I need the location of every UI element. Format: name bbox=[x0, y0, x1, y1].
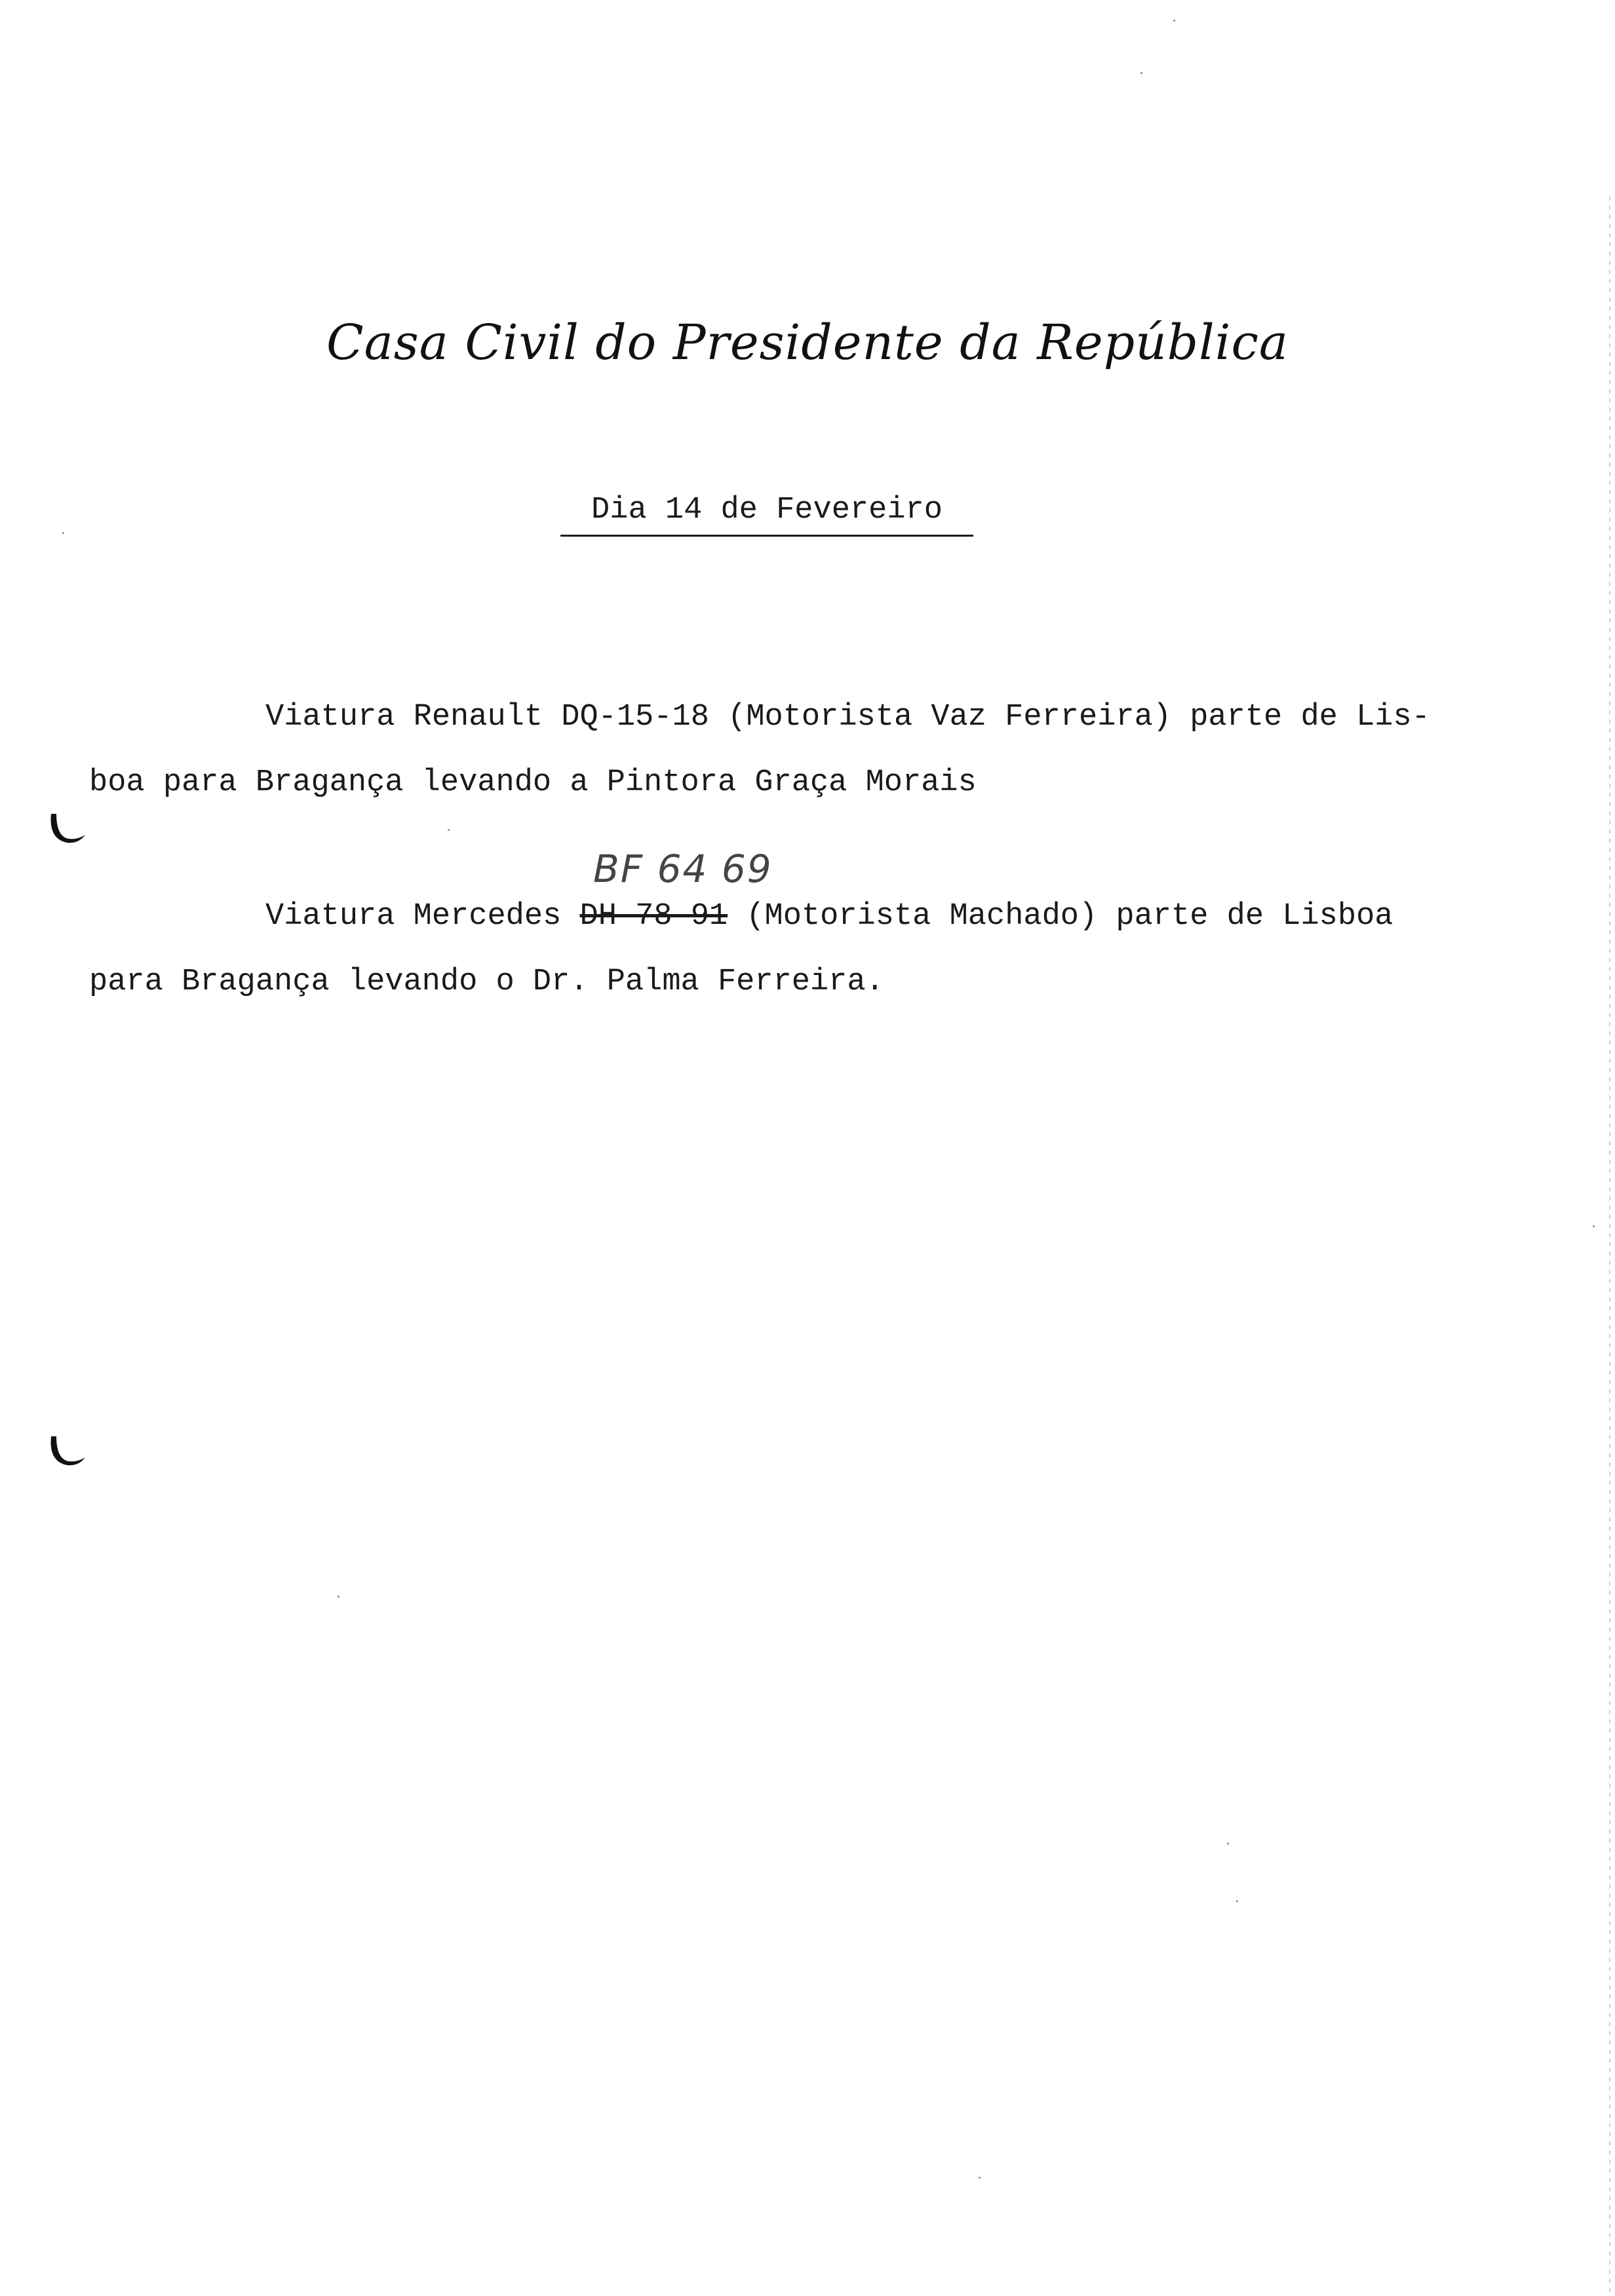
scan-edge bbox=[1609, 197, 1610, 2293]
date-heading: Dia 14 de Fevereiro bbox=[591, 493, 943, 527]
scan-speck bbox=[338, 1596, 340, 1598]
punch-hole-icon bbox=[45, 1427, 92, 1474]
heading-underline bbox=[560, 535, 973, 537]
scan-speck bbox=[1236, 1900, 1238, 1902]
scan-speck bbox=[1140, 72, 1142, 74]
paragraph-2-line-1 bbox=[265, 899, 1393, 934]
scan-speck bbox=[1593, 1225, 1595, 1227]
paragraph-2-line-2: para Bragança levando o Dr. Palma Ferreira. bbox=[89, 965, 884, 999]
paragraph-1-line-2: boa para Bragança levando a Pintora Graça Morais bbox=[89, 765, 977, 800]
paragraph-2-line-1-start: Viatura Mercedes bbox=[265, 899, 580, 934]
punch-hole-icon bbox=[45, 805, 92, 852]
struck-plate-number: DH-78-91 bbox=[579, 899, 728, 934]
scan-speck bbox=[448, 829, 450, 831]
scan-speck bbox=[62, 532, 64, 534]
scan-speck bbox=[1227, 1843, 1229, 1845]
letterhead: Casa Civil do Presidente da República bbox=[326, 315, 1289, 371]
scan-speck bbox=[1173, 20, 1175, 22]
handwritten-plate-correction: BF 64 69 bbox=[593, 847, 773, 891]
paragraph-1-line-1: Viatura Renault DQ-15-18 (Motorista Vaz Ferreira) parte de Lis- bbox=[265, 700, 1430, 735]
scan-speck bbox=[979, 2177, 981, 2179]
paragraph-2-line-1-end: (Motorista Machado) parte de Lisboa bbox=[728, 899, 1393, 934]
